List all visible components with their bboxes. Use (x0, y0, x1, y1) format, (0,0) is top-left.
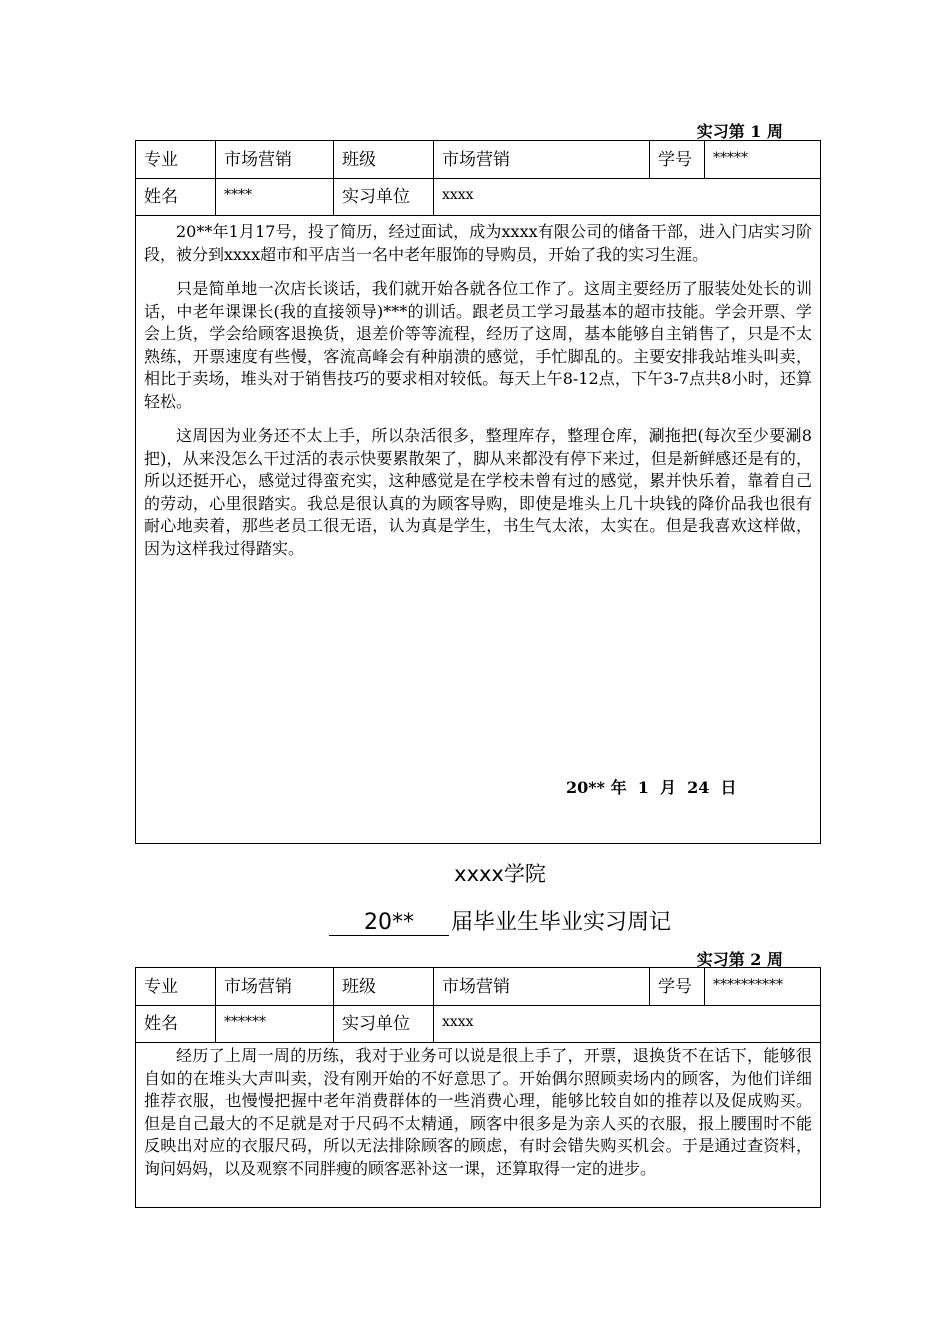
class-label: 班级 (334, 968, 434, 1005)
page-title (0, 905, 950, 936)
week1-info-row-2 (136, 178, 820, 216)
week2-label: 实习第 2 周 (696, 950, 783, 969)
class-label: 班级 (334, 141, 434, 178)
week2-journal-table (135, 967, 821, 1208)
week1-date: 20** 年 1 月 24 日 (566, 778, 737, 797)
paragraph: 这周因为业务还不太上手，所以杂活很多，整理库存，整理仓库，涮拖把(每次至少要涮8把)，从来没怎么干过活的表示快要累散架了，脚从来都没有停下来过，但是新鲜感还是有的，所以还挺开心，感觉过得蛮充实，这种感觉是在学校未曾有过的感觉，累并快乐着，靠着自己的劳动，心里很踏实。我总是很认真的为顾客导购，即使是堆头上几十块钱的降价品我也很有耐心地卖着，那些老员工很无语，认为真是学生，书生气太浓，太实在。但是我喜欢这样做，因为这样我过得踏实。 (144, 426, 812, 558)
unit-label: 实习单位 (334, 1005, 434, 1042)
paragraph: 只是简单地一次店长谈话，我们就开始各就各位工作了。这周主要经历了服装处处长的训话，中老年课课长(我的直接领导)***的训话。跟老员工学习最基本的超市技能。学会开票、学会上货，学会给顾客退换货，退差价等等流程，经历了这周，基本能够自主销售了，只是不太熟练，开票速度有些慢，客流高峰会有种崩溃的感觉，手忙脚乱的。主要安排我站堆头叫卖，相比于卖场，堆头对于销售技巧的要求相对较低。每天上午8-12点，下午3-7点共8小时，还算轻松。 (144, 279, 812, 411)
unit-label: 实习单位 (334, 178, 434, 215)
graduation-year: 20** (329, 910, 449, 936)
week1-journal-body (144, 221, 812, 572)
school-name: xxxx学院 (454, 862, 546, 886)
paragraph: 经历了上周一周的历练，我对于业务可以说是很上手了，开票，退换货不在话下，能够很自如的在堆头大声叫卖，没有刚开始的不好意思了。开始偶尔照顾卖场内的顾客，为他们详细推荐衣服，也慢慢把握中老年消费群体的一些消费心理，能够比较自如的推荐以及促成购买。但是自己最大的不足就是对于尺码不太精通，顾客中很多是为亲人买的衣服，报上腰围时不能反映出对应的衣服尺码，所以无法排除顾客的顾虑，有时会错失购买机会。于是通过查资料，询问妈妈，以及观察不同胖瘦的顾客恶补这一课，还算取得一定的进步。 (144, 1046, 812, 1178)
name-label: 姓名 (136, 178, 216, 215)
name-value: **** (216, 178, 334, 215)
unit-value: xxxx (442, 187, 474, 203)
student-id-value: ***** (713, 150, 748, 166)
week1-info-row-1 (136, 141, 820, 179)
week2-info-row-1 (136, 968, 820, 1006)
name-value: ****** (216, 1005, 334, 1042)
name-label: 姓名 (136, 1005, 216, 1042)
week1-label: 实习第 1 周 (696, 122, 783, 141)
student-id-value: ********** (713, 977, 783, 993)
student-id-label: 学号 (650, 968, 705, 1005)
major-label: 专业 (136, 968, 216, 1005)
class-value: 市场营销 (434, 968, 650, 1005)
unit-value: xxxx (442, 1014, 474, 1030)
class-value: 市场营销 (434, 141, 650, 178)
paragraph: 20**年1月17号，投了简历，经过面试，成为xxxx有限公司的储备干部，进入门店实习阶段，被分到xxxx超市和平店当一名中老年服饰的导购员，开始了我的实习生涯。 (144, 222, 812, 264)
major-label: 专业 (136, 141, 216, 178)
week2-journal-body (144, 1045, 812, 1192)
major-value: 市场营销 (216, 141, 334, 178)
major-value: 市场营销 (216, 968, 334, 1005)
title-text: 届毕业生毕业实习周记 (450, 910, 671, 935)
week1-journal-table (135, 140, 821, 844)
week2-info-row-2 (136, 1005, 820, 1043)
student-id-label: 学号 (650, 141, 705, 178)
